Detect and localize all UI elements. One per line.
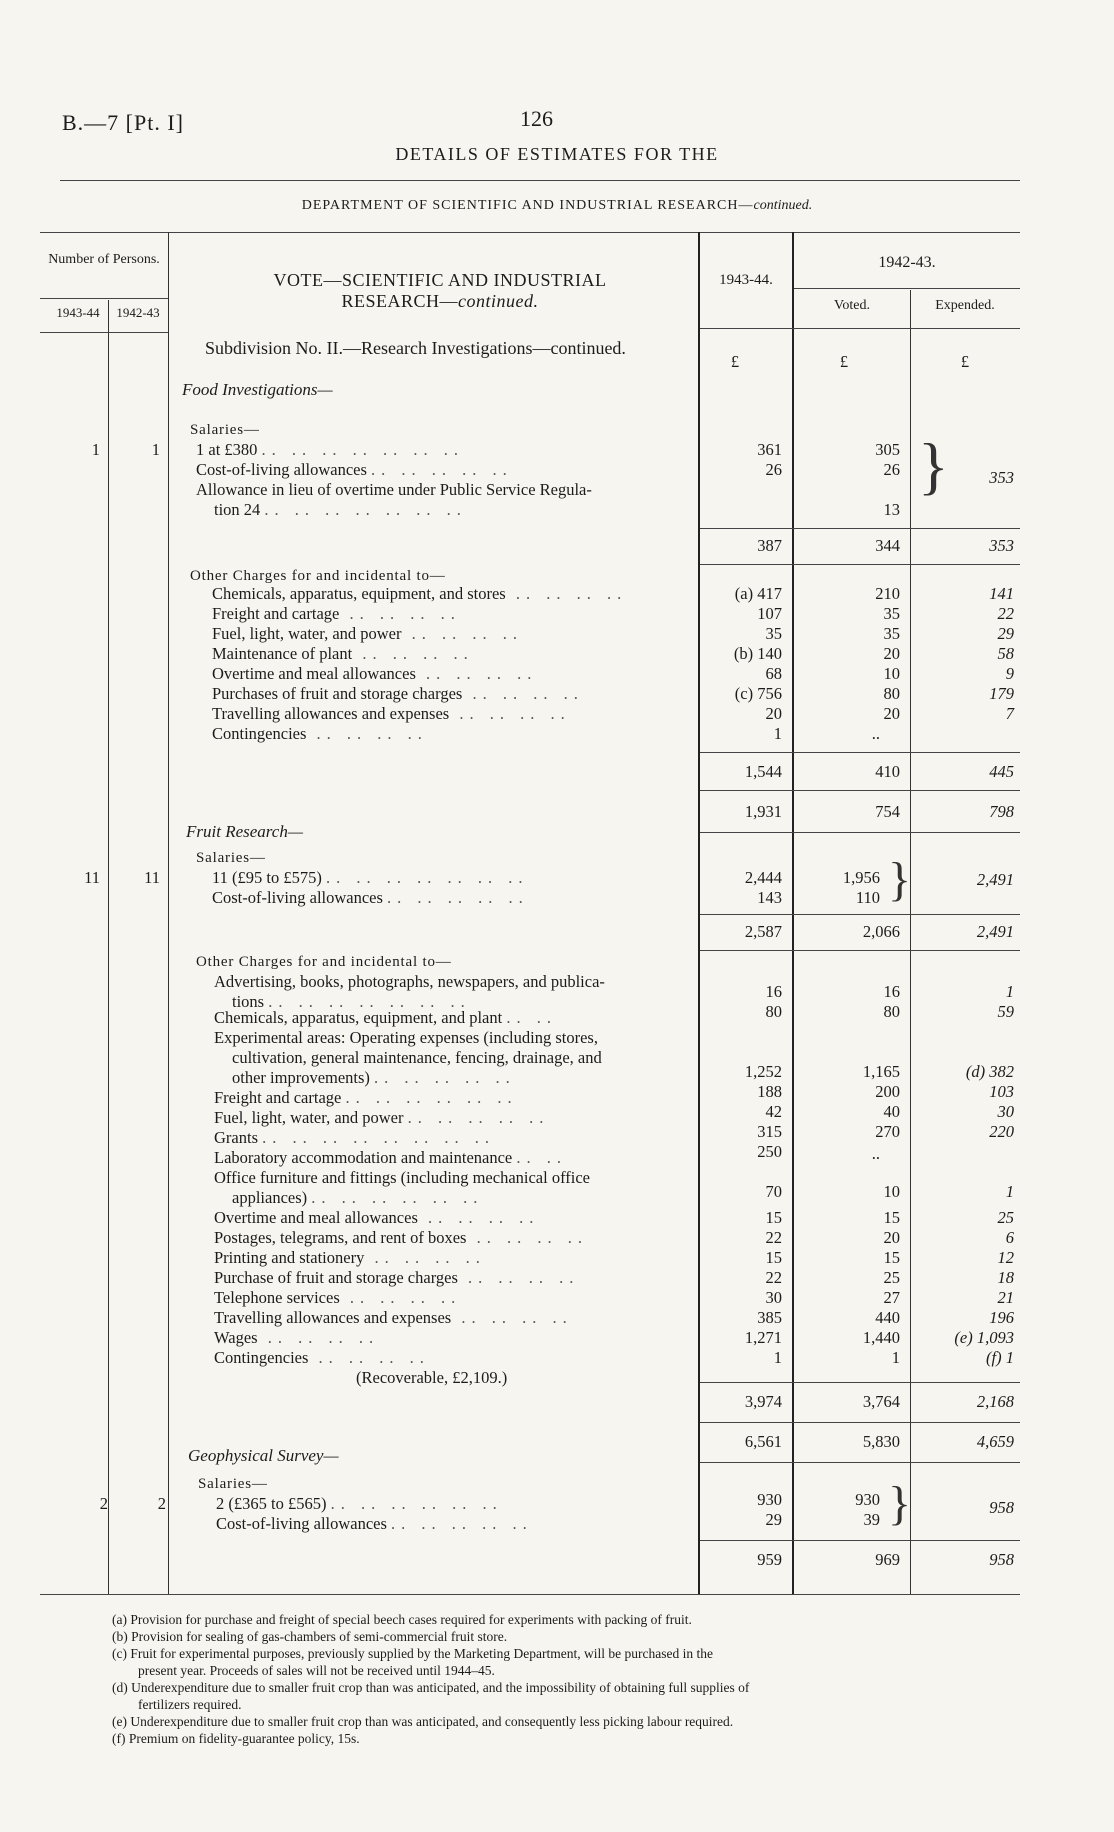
food-oc-item-voted: 20 [883, 644, 900, 663]
food-oc-item-voted: 20 [883, 704, 900, 723]
persons-header-rule [40, 298, 168, 299]
geo-salary-item: 2 (£365 to £565) .. .. .. .. .. .. [216, 1494, 503, 1513]
food-oc-item-estimate: 35 [765, 624, 782, 643]
food-salaries-heading: Salaries— [190, 422, 260, 438]
fruit-laboratory-item: Laboratory accommodation and maintenance .. .. [214, 1148, 567, 1167]
fruit-freight-estimate: 188 [757, 1082, 782, 1101]
food-oc-item-label: Maintenance of plant .. .. .. .. [212, 644, 474, 663]
food-salary-total-estimate: 387 [757, 536, 782, 555]
footnote: (e) Underexpenditure due to smaller fruit crop than was anticipated, and consequently less picking labour required. [112, 1714, 734, 1729]
geo-col-voted: 39 [863, 1510, 880, 1529]
fruit-oc-item-expended: 25 [997, 1208, 1014, 1227]
footnote: present year. Proceeds of sales will not be received until 1944–45. [138, 1663, 495, 1678]
fruit-oc-item-voted: 20 [883, 1228, 900, 1247]
previous-year-header: 1942-43. [878, 254, 936, 271]
food-salary-total-expended: 353 [989, 536, 1014, 555]
geophysical-survey-heading: Geophysical Survey— [188, 1446, 339, 1465]
food-oc-item-label: Travelling allowances and expenses .. .. .. .. [212, 704, 571, 723]
food-col-item: Cost-of-living allowances .. .. .. .. .. [196, 460, 513, 479]
fruit-fuel-expended: 30 [997, 1102, 1014, 1121]
fruit-oc-item-expended: 21 [997, 1288, 1014, 1307]
fruit-oc-item-expended: (e) 1,093 [954, 1328, 1014, 1347]
fruit-salary-voted: 1,956 [842, 868, 880, 887]
fruit-experimental-expended: (d) 382 [965, 1062, 1014, 1081]
food-salary-rule [700, 528, 1020, 529]
fruit-fuel-voted: 40 [883, 1102, 900, 1121]
fruit-total-expended: 4,659 [976, 1432, 1014, 1451]
persons-1942-header: 1942-43 [116, 305, 160, 320]
fruit-research-heading: Fruit Research— [186, 822, 303, 841]
persons-right-border [168, 232, 169, 1595]
fruit-col-estimate: 143 [757, 888, 782, 907]
food-salary-total-voted: 344 [875, 536, 900, 555]
geo-salary-rule [700, 1540, 1020, 1541]
food-oc-item-expended: 22 [997, 604, 1014, 623]
fruit-oc-total-voted: 3,764 [862, 1392, 900, 1411]
footnote: fertilizers required. [138, 1697, 242, 1712]
geo-col-item: Cost-of-living allowances .. .. .. .. .. [216, 1514, 533, 1533]
fruit-experimental-estimate: 1,252 [744, 1062, 782, 1081]
food-oc-item-label: Fuel, light, water, and power .. .. .. .. [212, 624, 524, 643]
food-oc-item-expended: 7 [1005, 704, 1014, 723]
expended-header: Expended. [935, 298, 995, 313]
food-oc-item-estimate: 20 [765, 704, 782, 723]
food-oc-item-estimate: 107 [757, 604, 782, 623]
fruit-chemicals-voted: 80 [883, 1002, 900, 1021]
food-oc-item-voted: 35 [883, 604, 900, 623]
food-persons-1942: 1 [151, 440, 160, 459]
fruit-chemicals-expended: 59 [997, 1002, 1014, 1021]
fruit-recoverable-note: (Recoverable, £2,109.) [356, 1368, 508, 1387]
fruit-total-estimate: 6,561 [744, 1432, 782, 1451]
food-oc-item-expended: 141 [989, 584, 1014, 603]
fruit-oc-total-expended: 2,168 [976, 1392, 1014, 1411]
food-overtime-voted: 13 [883, 500, 900, 519]
food-salary-item: 1 at £380 .. .. .. .. .. .. .. [196, 440, 465, 459]
fruit-salary-total-rule [700, 950, 1020, 951]
persons-1943-header: 1943-44 [56, 305, 100, 320]
footnote: (f) Premium on fidelity-guarantee policy, 15s. [112, 1731, 360, 1746]
fruit-persons-1942: 11 [144, 868, 160, 887]
fruit-oc-item-label: Overtime and meal allowances .. .. .. .. [214, 1208, 540, 1227]
department-title: DEPARTMENT OF SCIENTIFIC AND INDUSTRIAL RESEARCH—continued. [301, 198, 813, 213]
geo-total-estimate: 959 [757, 1550, 782, 1569]
food-col-estimate: 26 [765, 460, 782, 479]
fruit-oc-item-label: Contingencies .. .. .. .. [214, 1348, 430, 1367]
voted-header: Voted. [834, 298, 870, 313]
table-top-rule [40, 232, 1020, 233]
fruit-oc-item-estimate: 15 [765, 1248, 782, 1267]
food-oc-item-voted: 10 [883, 664, 900, 683]
fruit-oc-item-label: Telephone services .. .. .. .. [214, 1288, 462, 1307]
fruit-grants-expended: 220 [989, 1122, 1014, 1141]
geo-salaries-heading: Salaries— [198, 1476, 268, 1492]
fruit-salary-item: 11 (£95 to £575) .. .. .. .. .. .. .. [212, 868, 529, 887]
fruit-oc-item-voted: 1,440 [862, 1328, 900, 1347]
persons-subheader-rule [40, 332, 168, 333]
fruit-total-voted: 5,830 [862, 1432, 900, 1451]
fruit-grants-voted: 270 [875, 1122, 900, 1141]
fruit-office-voted: 10 [883, 1182, 900, 1201]
fruit-oc-total-rule [700, 1422, 1020, 1423]
fruit-oc-item-expended: (f) 1 [986, 1348, 1014, 1367]
food-oc-item-estimate: 68 [765, 664, 782, 683]
persons-divider [108, 300, 109, 1595]
fruit-fuel-item: Fuel, light, water, and power .. .. .. .. .. [214, 1108, 550, 1127]
fruit-laboratory-voted: .. [871, 1144, 880, 1163]
food-oc-total-voted: 410 [875, 762, 900, 781]
page-title: DETAILS OF ESTIMATES FOR THE [395, 144, 719, 164]
fruit-oc-item-estimate: 30 [765, 1288, 782, 1307]
fruit-advertising-voted: 16 [883, 982, 900, 1001]
food-oc-item-voted: 80 [883, 684, 900, 703]
fruit-chemicals-item: Chemicals, apparatus, equipment, and plant .. .. [214, 1008, 557, 1027]
fruit-office-item-2: appliances) .. .. .. .. .. .. [232, 1188, 484, 1207]
geo-total-voted: 969 [875, 1550, 900, 1569]
food-investigations-heading: Food Investigations— [182, 380, 333, 399]
fruit-experimental-voted: 1,165 [862, 1062, 900, 1081]
title-rule [60, 180, 1020, 181]
food-col-voted: 26 [883, 460, 900, 479]
fruit-oc-item-label: Wages .. .. .. .. [214, 1328, 380, 1347]
fruit-col-item: Cost-of-living allowances .. .. .. .. .. [212, 888, 529, 907]
fruit-office-estimate: 70 [765, 1182, 782, 1201]
food-oc-item-label: Freight and cartage .. .. .. .. [212, 604, 461, 623]
geo-persons-1942: 2 [157, 1494, 166, 1513]
food-salary-total-rule [700, 564, 1020, 565]
food-total-rule [700, 832, 1020, 833]
food-oc-item-expended: 9 [1005, 664, 1014, 683]
food-oc-item-expended: 179 [989, 684, 1014, 703]
fruit-oc-item-expended: 12 [997, 1248, 1014, 1267]
fruit-grants-item: Grants .. .. .. .. .. .. .. .. [214, 1128, 495, 1147]
fruit-oc-item-estimate: 1 [773, 1348, 782, 1367]
table-bottom-rule [40, 1594, 1020, 1595]
fruit-oc-item-label: Postages, telegrams, and rent of boxes .. .. .. .. [214, 1228, 588, 1247]
subdivision-heading: Subdivision No. II.—Research Investigations—continued. [205, 338, 626, 358]
food-oc-item-voted: 35 [883, 624, 900, 643]
fruit-oc-item-label: Travelling allowances and expenses .. .. .. .. [214, 1308, 573, 1327]
food-oc-item-label: Chemicals, apparatus, equipment, and stores .. .. .. .. [212, 584, 628, 603]
previous-year-rule [794, 288, 1020, 289]
fruit-salary-total-expended: 2,491 [976, 922, 1014, 941]
fruit-salaries-heading: Salaries— [196, 850, 266, 866]
fruit-total-rule [700, 1462, 1020, 1463]
number-of-persons-header: Number of Persons. [48, 252, 160, 267]
currency-estimate: £ [730, 352, 740, 371]
fruit-persons-1943: 11 [84, 868, 100, 887]
fruit-oc-item-voted: 25 [883, 1268, 900, 1287]
geo-col-estimate: 29 [765, 1510, 782, 1529]
fruit-salary-total-voted: 2,066 [862, 922, 900, 941]
food-persons-1943: 1 [91, 440, 100, 459]
food-salary-estimate: 361 [757, 440, 782, 459]
fruit-salary-expended: 2,491 [976, 870, 1014, 889]
header-bottom-rule [700, 328, 1020, 329]
food-oc-item-estimate: (a) 417 [734, 584, 782, 603]
fruit-oc-item-expended: 18 [997, 1268, 1014, 1287]
fruit-oc-item-voted: 440 [875, 1308, 900, 1327]
fruit-freight-expended: 103 [989, 1082, 1014, 1101]
footnote: (a) Provision for purchase and freight of special beech cases required for experiments with packing of fruit. [112, 1612, 692, 1627]
food-total-expended: 798 [989, 802, 1014, 821]
food-oc-total-estimate: 1,544 [744, 762, 782, 781]
fruit-salary-total-estimate: 2,587 [744, 922, 782, 941]
food-oc-item-estimate: (b) 140 [733, 644, 782, 663]
geo-persons-1943: 2 [99, 1494, 108, 1513]
fruit-advertising-item-2: tions .. .. .. .. .. .. .. [232, 992, 471, 1011]
fruit-col-voted: 110 [855, 888, 880, 907]
footnote: (b) Provision for sealing of gas-chambers of semi-commercial fruit store. [112, 1629, 508, 1644]
fruit-oc-item-estimate: 1,271 [744, 1328, 782, 1347]
estimate-header: 1943-44. [719, 272, 773, 288]
fruit-oc-item-label: Printing and stationery .. .. .. .. [214, 1248, 486, 1267]
fruit-oc-item-expended: 6 [1005, 1228, 1014, 1247]
food-oc-item-estimate: 1 [773, 724, 782, 743]
food-oc-item-label: Purchases of fruit and storage charges .. .. .. .. [212, 684, 584, 703]
food-overtime-item-1: Allowance in lieu of overtime under Public Service Regula- [196, 480, 592, 499]
report-reference: B.—7 [Pt. I] [62, 110, 184, 135]
food-oc-item-label: Overtime and meal allowances .. .. .. .. [212, 664, 538, 683]
fruit-oc-item-voted: 15 [883, 1248, 900, 1267]
fruit-office-item-1: Office furniture and fittings (including mechanical office [214, 1168, 591, 1187]
fruit-other-charges-heading: Other Charges for and incidental to— [196, 954, 452, 970]
fruit-salary-estimate: 2,444 [744, 868, 782, 887]
food-salary-expended: 353 [989, 468, 1014, 487]
fruit-brace-icon: } [888, 853, 912, 906]
food-total-voted: 754 [875, 802, 900, 821]
fruit-freight-item: Freight and cartage .. .. .. .. .. .. [214, 1088, 518, 1107]
fruit-oc-item-expended: 196 [989, 1308, 1014, 1327]
food-oc-item-expended: 58 [997, 644, 1014, 663]
food-oc-item-label: Contingencies .. .. .. .. [212, 724, 428, 743]
fruit-chemicals-estimate: 80 [765, 1002, 782, 1021]
geo-salary-voted: 930 [855, 1490, 880, 1509]
fruit-oc-item-estimate: 22 [765, 1228, 782, 1247]
fruit-oc-item-label: Purchase of fruit and storage charges .. .. .. .. [214, 1268, 580, 1287]
food-oc-rule [700, 752, 1020, 753]
fruit-experimental-item-1: Experimental areas: Operating expenses (including stores, [214, 1028, 598, 1047]
fruit-grants-estimate: 315 [757, 1122, 782, 1141]
fruit-oc-total-estimate: 3,974 [744, 1392, 782, 1411]
fruit-office-expended: 1 [1005, 1182, 1014, 1201]
fruit-oc-item-estimate: 22 [765, 1268, 782, 1287]
fruit-oc-item-estimate: 385 [757, 1308, 782, 1327]
footnote: (d) Underexpenditure due to smaller fruit crop than was anticipated, and the impossibility of obtaining full supplies of [112, 1680, 750, 1695]
food-total-estimate: 1,931 [744, 802, 782, 821]
food-salary-voted: 305 [875, 440, 900, 459]
geo-salary-expended: 958 [989, 1498, 1014, 1517]
food-overtime-item-2: tion 24 .. .. .. .. .. .. .. [214, 500, 467, 519]
food-oc-item-voted: 210 [875, 584, 900, 603]
fruit-oc-item-voted: 1 [891, 1348, 900, 1367]
food-oc-total-expended: 445 [989, 762, 1014, 781]
food-other-charges-heading: Other Charges for and incidental to— [190, 568, 446, 584]
geo-brace-icon: } [888, 1477, 912, 1530]
footnote: (c) Fruit for experimental purposes, previously supplied by the Marketing Department, will be purchased in the [112, 1646, 713, 1661]
fruit-experimental-item-2: cultivation, general maintenance, fencing, drainage, and [232, 1048, 602, 1067]
food-oc-item-expended: 29 [997, 624, 1014, 643]
fruit-salary-rule [700, 914, 1020, 915]
currency-voted: £ [839, 352, 849, 371]
currency-expended: £ [960, 352, 970, 371]
geo-total-expended: 958 [989, 1550, 1014, 1569]
fruit-oc-item-voted: 15 [883, 1208, 900, 1227]
fruit-advertising-estimate: 16 [765, 982, 782, 1001]
food-brace-icon: } [918, 430, 949, 501]
food-oc-item-voted: .. [871, 724, 880, 743]
vote-title: VOTE—SCIENTIFIC AND INDUSTRIAL RESEARCH—continued. [273, 270, 607, 311]
geo-salary-estimate: 930 [757, 1490, 782, 1509]
fruit-oc-item-estimate: 15 [765, 1208, 782, 1227]
fruit-laboratory-estimate: 250 [757, 1142, 782, 1161]
food-oc-total-rule [700, 790, 1020, 791]
fruit-fuel-estimate: 42 [765, 1102, 782, 1121]
page-number: 126 [520, 106, 553, 131]
fruit-oc-rule [700, 1382, 1020, 1383]
fruit-oc-item-voted: 27 [883, 1288, 900, 1307]
fruit-advertising-expended: 1 [1005, 982, 1014, 1001]
food-oc-item-estimate: (c) 756 [734, 684, 782, 703]
fruit-advertising-item-1: Advertising, books, photographs, newspapers, and publica- [214, 972, 605, 991]
fruit-freight-voted: 200 [875, 1082, 900, 1101]
fruit-experimental-item-3: other improvements) .. .. .. .. .. [232, 1068, 516, 1087]
